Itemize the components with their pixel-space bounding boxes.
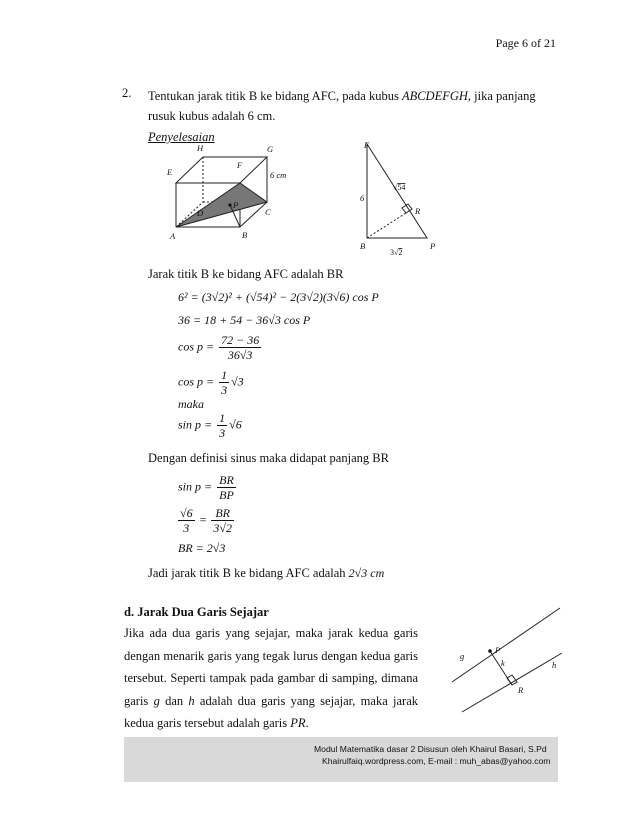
statement: Jarak titik B ke bidang AFC adalah BR — [148, 267, 344, 281]
parallel-lines-figure — [440, 605, 570, 715]
s1-lhs: sin p = — [178, 479, 213, 494]
label-base: 3√2 — [390, 248, 403, 257]
section-d-paragraph — [124, 622, 418, 735]
para-end: . — [305, 716, 309, 730]
label-h: H — [197, 143, 204, 153]
equation-5 — [178, 411, 242, 440]
problem-text-1: Tentukan jarak titik B ke bidang AFC, pada kubus — [148, 89, 399, 103]
label-r: R — [415, 206, 421, 216]
sine-eq-1 — [178, 473, 238, 502]
label-p3: P — [495, 645, 501, 655]
label-base-root: 2 — [398, 248, 403, 257]
s2-numerator: √6 — [180, 506, 193, 520]
page-number: Page 6 of 21 — [495, 36, 556, 50]
point-p3 — [488, 649, 492, 653]
label-b: B — [242, 230, 248, 240]
label-c: C — [265, 207, 271, 217]
equation-3 — [178, 333, 263, 362]
cube-figure — [150, 138, 310, 250]
label-line-g: g — [460, 651, 465, 661]
conclusion-text: Jadi jarak titik B ke bidang AFC adalah — [148, 566, 346, 580]
label-r3: R — [518, 685, 524, 695]
label-a: A — [170, 231, 176, 241]
label-k: k — [501, 658, 505, 668]
label-f2: F — [364, 140, 370, 150]
label-side: 6 — [360, 193, 365, 203]
cube-top-face — [176, 157, 267, 183]
label-edge: 6 cm — [270, 170, 287, 180]
eq5-rest: √6 — [229, 417, 242, 432]
label-e: E — [167, 167, 173, 177]
label-b2: B — [360, 241, 366, 251]
para-h: h — [188, 693, 195, 708]
s1-numerator: BR — [219, 473, 234, 487]
conclusion — [148, 562, 384, 585]
label-g: G — [267, 144, 274, 154]
conclusion-value: 2√3 cm — [348, 566, 385, 580]
eq3-denominator: 36√3 — [227, 348, 253, 362]
sine-eq-3: BR = 2√3 — [178, 541, 226, 555]
cube-name: ABCDEFGH — [401, 89, 468, 103]
equation-2: 36 = 18 + 54 − 36√3 cos P — [178, 313, 311, 327]
segment-br — [367, 213, 406, 238]
line-g — [452, 608, 560, 682]
label-f: F — [237, 160, 243, 170]
eq5-numerator: 1 — [219, 411, 226, 425]
label-base-coef: 3 — [390, 248, 394, 257]
eq4-lhs: cos p = — [178, 374, 215, 389]
point-p — [228, 203, 231, 206]
label-line-h: h — [552, 660, 557, 670]
s2-right-denominator: 3√2 — [213, 521, 232, 535]
s2-right-numerator: BR — [211, 506, 234, 521]
eq4-numerator: 1 — [221, 368, 228, 382]
sine-eq-2 — [176, 506, 236, 535]
eq3-lhs: cos p = — [178, 339, 215, 354]
label-p2: P — [430, 241, 436, 251]
para-pr: PR — [290, 716, 306, 730]
plane-afc — [176, 183, 267, 227]
footer — [124, 737, 558, 782]
eq5-lhs: sin p = — [178, 417, 213, 432]
sine-definition: Dengan definisi sinus maka didapat panjang BR — [148, 451, 389, 465]
maka-word: maka — [178, 397, 204, 411]
s1-denominator: BP — [219, 488, 234, 502]
eq5-denominator: 3 — [219, 426, 226, 440]
eq4-rest: √3 — [231, 374, 244, 389]
problem-text-2: , jika panjang rusuk kubus adalah 6 cm. — [148, 89, 536, 123]
solution-heading: Penyelesaian — [148, 130, 215, 144]
para-2: dan — [159, 693, 189, 708]
equation-1: 6² = (3√2)² + (√54)² − 2(3√2)(3√6) cos P — [178, 290, 379, 304]
footer-line-1: Modul Matematika dasar 2 Disusun oleh Khairul Basari, S.Pd — [314, 744, 547, 754]
problem-number: 2. — [122, 86, 132, 100]
label-p: P — [233, 200, 239, 210]
eq3-numerator: 72 − 36 — [221, 333, 260, 347]
para-1: Jika ada dua garis yang sejajar, maka jarak kedua garis dengan menarik garis yang tegak lurus dengan kedua garis tersebut. Seperti tampak pada gambar di samping, dimana garis — [124, 626, 418, 708]
footer-line-2: Khairulfaiq.wordpress.com, E-mail : muh_abas@yahoo.com — [322, 756, 551, 766]
para-g: g — [153, 693, 160, 708]
right-angle-mark-2 — [507, 675, 517, 685]
eq4-denominator: 3 — [221, 383, 228, 397]
label-d: D — [197, 208, 204, 218]
s2-denominator: 3 — [183, 521, 190, 535]
para-3: adalah dua garis yang sejajar, maka jarak kedua garis tersebut adalah garis — [124, 693, 418, 730]
equation-4 — [178, 368, 244, 397]
label-hyp: √54 — [393, 183, 406, 192]
label-hyp-value: 54 — [397, 183, 406, 192]
section-d-heading: d. Jarak Dua Garis Sejajar — [124, 605, 269, 619]
triangle-figure — [345, 138, 455, 264]
s2-equals: = — [199, 512, 207, 527]
line-h — [462, 653, 562, 712]
